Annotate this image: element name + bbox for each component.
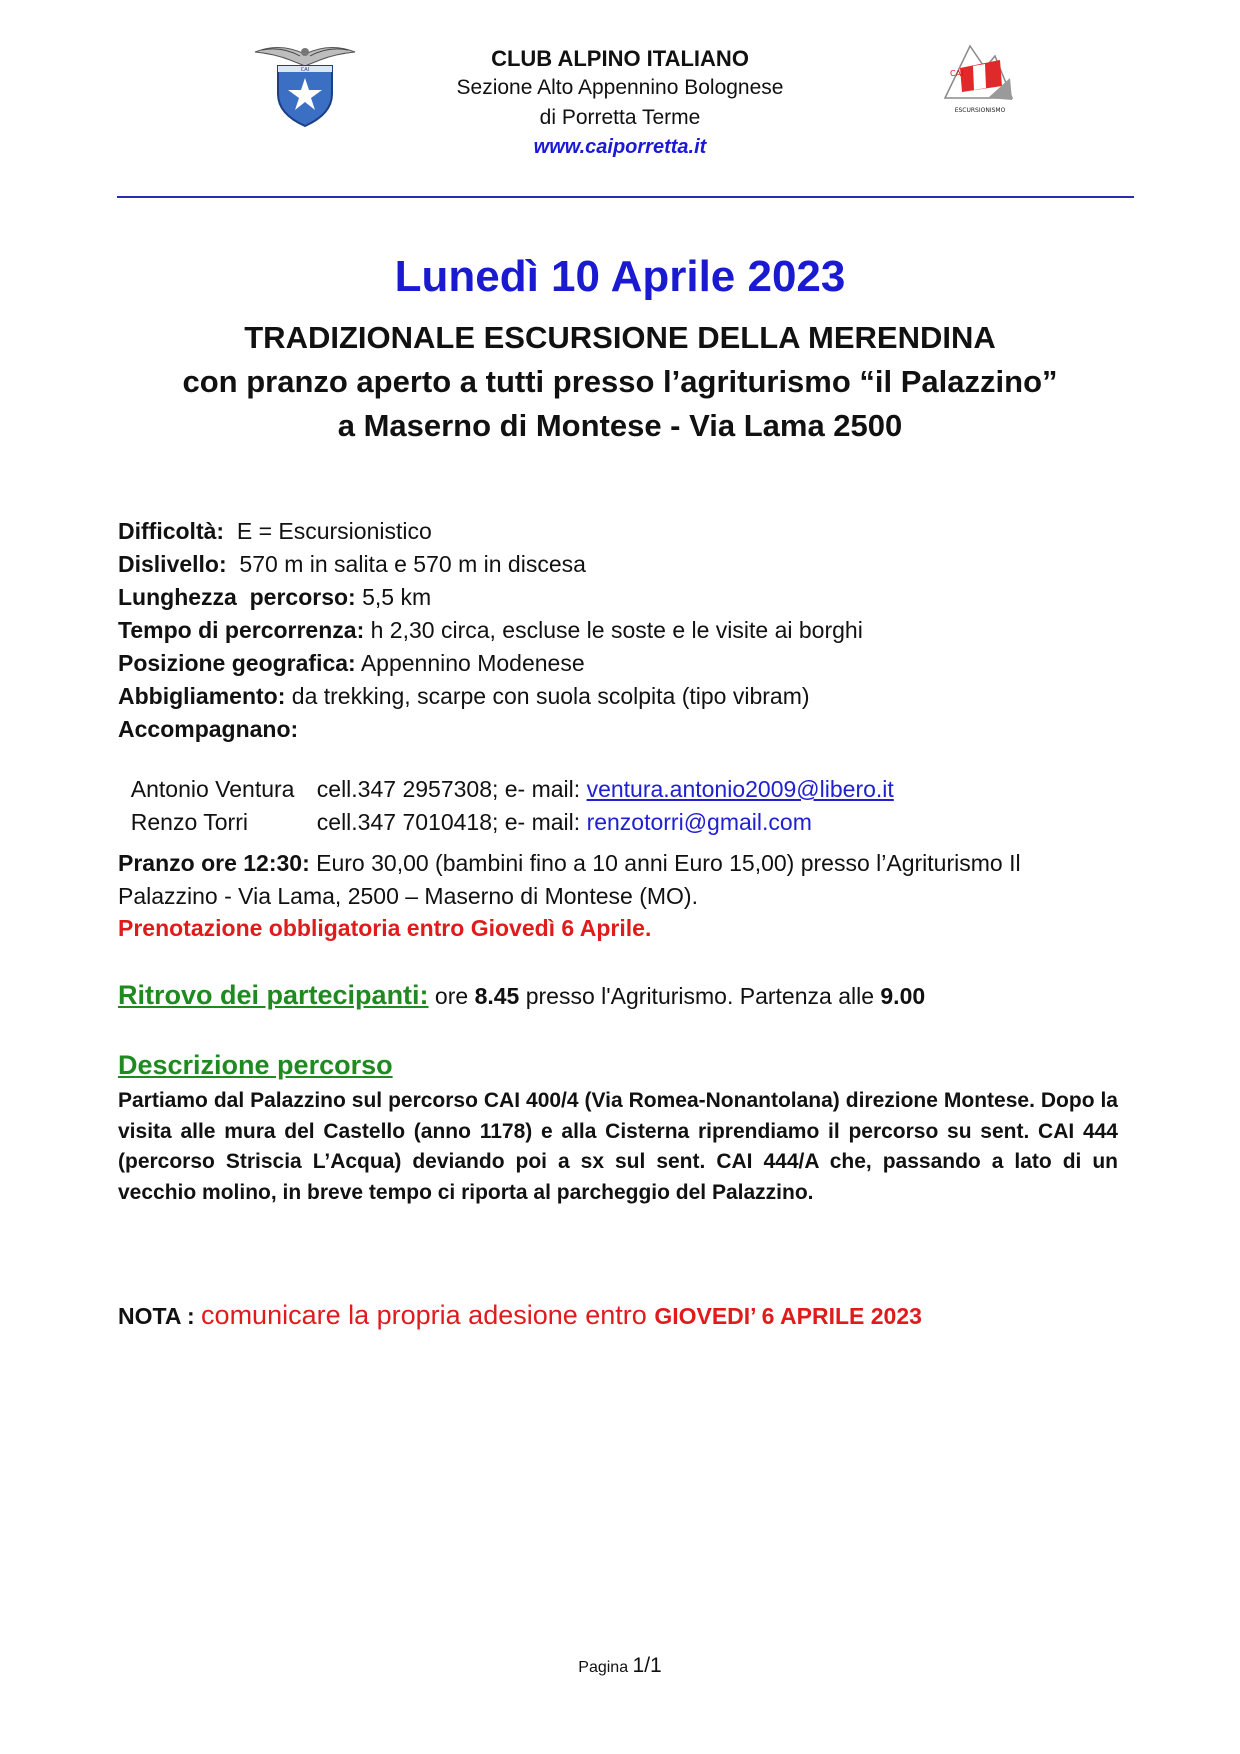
section-name: Sezione Alto Appennino Bolognese <box>456 76 784 99</box>
event-title-line-3: a Maserno di Montese - Via Lama 2500 <box>337 408 903 443</box>
guide-cell: cell.347 7010418; e- mail: <box>316 809 587 835</box>
event-title-line-2: con pranzo aperto a tutti presso l’agriturismo “il Palazzino” <box>182 364 1058 399</box>
logo-right-escursionismo: ESCURSIONISMO <box>954 107 1006 114</box>
partenza-time: 9.00 <box>880 983 926 1009</box>
pranzo-line-1 <box>118 850 1021 877</box>
info-label: Tempo di percorrenza: <box>118 617 365 643</box>
info-value: Appennino Modenese <box>355 650 585 676</box>
guide-name: Antonio Ventura <box>130 776 295 802</box>
club-name: CLUB ALPINO ITALIANO <box>491 46 749 71</box>
info-value: da trekking, scarpe con suola scolpita (tipo vibram) <box>285 683 810 709</box>
ritrovo-mid: presso l'Agriturismo. Partenza alle <box>519 983 881 1009</box>
info-lunghezza <box>118 584 431 611</box>
info-posizione <box>118 650 585 677</box>
guide-row <box>118 782 812 836</box>
guide-name: Renzo Torri <box>130 809 248 835</box>
page-footer <box>0 1654 1240 1678</box>
info-tempo <box>118 617 863 644</box>
ritrovo-heading: Ritrovo dei partecipanti: <box>118 980 429 1010</box>
ritrovo-line <box>118 980 925 1011</box>
website-link[interactable]: www.caiporretta.it <box>533 136 707 158</box>
info-abbigliamento <box>118 683 810 710</box>
pranzo-line-2: Palazzino - Via Lama, 2500 – Maserno di Montese (MO). <box>118 883 698 909</box>
footer-label: Pagina <box>578 1659 633 1676</box>
info-label: Posizione geografica: <box>118 650 356 676</box>
info-label: Abbigliamento: <box>118 683 286 709</box>
event-title-line-1: TRADIZIONALE ESCURSIONE DELLA MERENDINA <box>244 320 996 355</box>
prenotazione-notice: Prenotazione obbligatoria entro Giovedì 6 Aprile. <box>118 915 652 941</box>
logo-right-cai: CAI <box>950 69 964 78</box>
nota-date: GIOVEDI’ 6 APRILE 2023 <box>654 1303 922 1329</box>
pranzo-text-1: Euro 30,00 (bambini fino a 10 anni Euro 15,00) presso l’Agriturismo Il <box>309 850 1021 876</box>
descrizione-text: Partiamo dal Palazzino sul percorso CAI 400/4 (Via Romea-Nonantolana) direzione Montese. Dopo la visita alle mura del Castello (anno 1178) e alla Cisterna riprendiamo il percorso su sent. CAI 444 (percorso Striscia L’Acqua) deviando poi a sx sul sent. CAI 444/A che, passando a lato di un vecchio molino, in breve tempo ci riporta al parcheggio del Palazzino. <box>118 1089 1118 1204</box>
info-dislivello <box>118 551 586 578</box>
guide-cell: cell.347 2957308; e- mail: <box>316 776 587 802</box>
info-label: Accompagnano: <box>118 716 299 742</box>
info-value: 570 m in salita e 570 m in discesa <box>226 551 586 577</box>
info-difficolta <box>118 518 432 545</box>
pranzo-label: Pranzo ore 12:30: <box>118 850 310 876</box>
event-date: Lunedì 10 Aprile 2023 <box>394 252 846 301</box>
guide-email-link[interactable]: renzotorri@gmail.com <box>586 809 812 835</box>
ritrovo-time: 8.45 <box>474 983 520 1009</box>
info-accompagnano <box>118 716 298 743</box>
info-label: Lunghezza percorso: <box>118 584 356 610</box>
ritrovo-pre: ore <box>428 983 475 1009</box>
nota-label: NOTA : <box>118 1303 202 1329</box>
descrizione-heading: Descrizione percorso <box>118 1050 393 1080</box>
info-label: Dislivello: <box>118 551 227 577</box>
guide-email-link[interactable]: ventura.antonio2009@libero.it <box>586 776 894 802</box>
nota-text: comunicare la propria adesione entro <box>201 1300 655 1330</box>
info-value: 5,5 km <box>355 584 432 610</box>
info-value: E = Escursionistico <box>224 518 432 544</box>
section-location: di Porretta Terme <box>539 106 701 129</box>
nota-line <box>118 1300 922 1331</box>
info-value: h 2,30 circa, escluse le soste e le visite ai borghi <box>364 617 863 643</box>
header-divider <box>117 196 1134 198</box>
page-number: 1/1 <box>632 1654 662 1677</box>
logo-left-text: CAI <box>300 67 310 73</box>
info-label: Difficoltà: <box>118 518 225 544</box>
